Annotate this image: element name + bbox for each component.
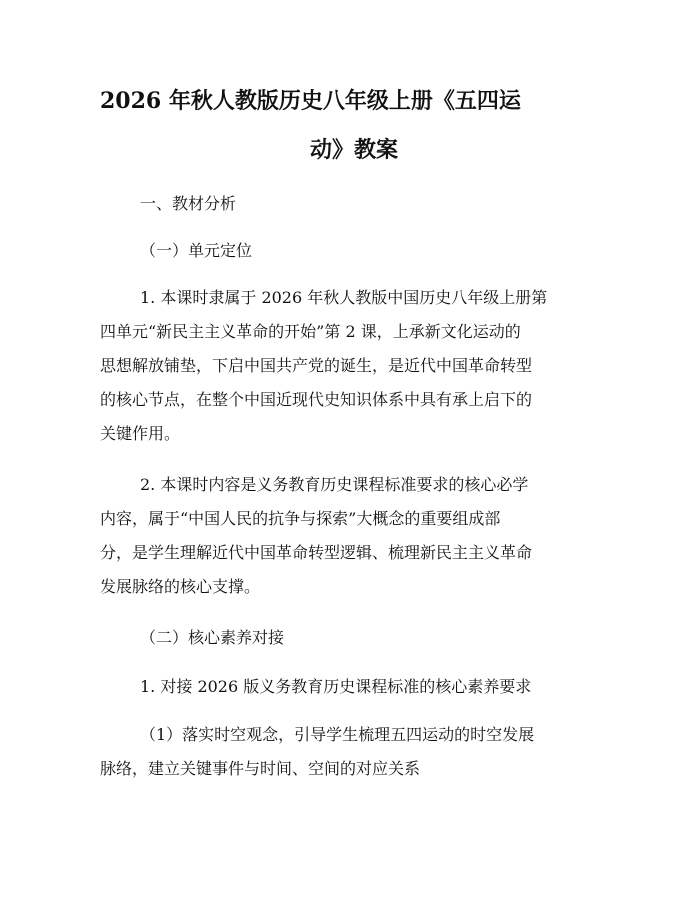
subsection-heading-unit-positioning: （一）单元定位 (140, 241, 253, 260)
paragraph-curriculum-content (100, 468, 605, 604)
paragraph-spatiotemporal-concept (100, 718, 605, 786)
paragraph-line: 的核心节点，在整个中国近现代史知识体系中具有承上启下的 (100, 390, 533, 409)
paragraph-line: 内容，属于“中国人民的抗争与探索”大概念的重要组成部 (100, 509, 501, 528)
paragraph-line: 分，是学生理解近代中国革命转型逻辑、梳理新民主主义革命 (100, 543, 533, 562)
paragraph-line: 2. 本课时内容是义务教育历史课程标准要求的核心必学 (140, 475, 529, 494)
subsection-heading-core-literacy: （二）核心素养对接 (140, 628, 285, 647)
document-title-line-1: 2026 年秋人教版历史八年级上册《五四运 (100, 88, 521, 114)
paragraph-curriculum-standard: 1. 对接 2026 版义务教育历史课程标准的核心素养要求 (140, 677, 532, 696)
paragraph-line: 脉络，建立关键事件与时间、空间的对应关系 (100, 759, 421, 778)
document-title-line-2: 动》教案 (310, 137, 399, 163)
paragraph-line: 关键作用。 (100, 424, 181, 443)
paragraph-unit-positioning (100, 281, 605, 451)
paragraph-line: 思想解放铺垫，下启中国共产党的诞生，是近代中国革命转型 (100, 356, 533, 375)
paragraph-line: 1. 本课时隶属于 2026 年秋人教版中国历史八年级上册第 (140, 288, 548, 307)
paragraph-line: 四单元“新民主主义革命的开始”第 2 课，上承新文化运动的 (100, 322, 521, 341)
paragraph-line: 发展脉络的核心支撑。 (100, 577, 261, 596)
paragraph-line: （1）落实时空观念，引导学生梳理五四运动的时空发展 (140, 725, 535, 744)
section-heading-textbook-analysis: 一、教材分析 (140, 194, 237, 213)
